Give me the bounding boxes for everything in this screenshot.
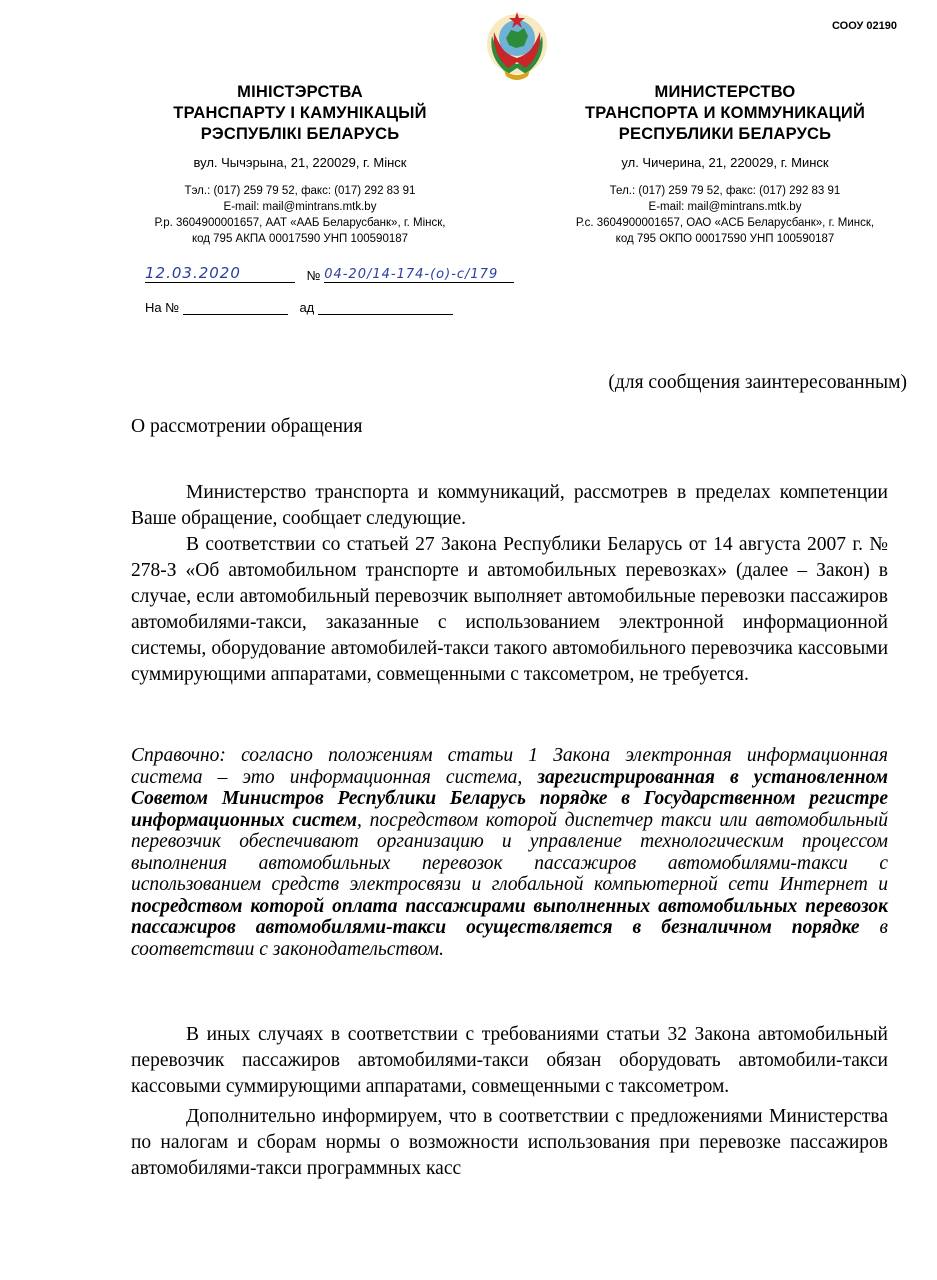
reference-text: , посредством которой диспетчер такси или автомобильный перевозчик обеспечивают организацию и управление технологическим процессом выполнения автомобильных перевозок пассажиров автомобилями-такси с использованием средств электросвязи и глобальной компьютерной сети Интернет и xyxy=(131,809,888,895)
address-belarusian: вул. Чычэрына, 21, 220029, г. Мінск xyxy=(193,155,407,170)
phone-line: Тэл.: (017) 259 79 52, факс: (017) 292 83 91 xyxy=(184,185,416,197)
number-label: № xyxy=(306,268,321,283)
state-emblem-icon xyxy=(478,8,556,84)
reply-label: На № xyxy=(145,300,180,315)
ministry-line: РЕСПУБЛИКИ БЕЛАРУСЬ xyxy=(618,125,832,143)
ministry-line: ТРАНСПАРТУ І КАМУНІКАЦЫЙ xyxy=(173,104,427,122)
reference-text: в соответствии с законодательством. xyxy=(131,917,888,960)
codes-line: код 795 ОКПО 00017590 УНП 100590187 xyxy=(615,233,835,245)
phone-line: Тел.: (017) 259 79 52, факс: (017) 292 83 91 xyxy=(609,185,841,197)
paragraph: В иных случаях в соответствии с требованиями статьи 32 Закона автомобильный перевозчик пассажиров автомобилями-такси обязан оборудовать автомобили-такси кассовыми суммирующими аппаратами, совмещенными с таксометром. xyxy=(131,1024,888,1097)
registration-number: 04-20/14-174-(о)-с/179 xyxy=(324,267,514,283)
reference-intro: Справочно: согласно положениям статьи 1 Закона электронная информационная система – это информационная система, xyxy=(131,745,888,788)
ministry-line: МИНИСТЕРСТВО xyxy=(654,83,796,101)
email-line: E-mail: mail@mintrans.mtk.by xyxy=(223,201,377,213)
paragraph: Дополнительно информируем, что в соответствии с предложениями Министерства по налогам и сборам нормы о возможности использования при перевозке пассажиров автомобилями-такси программных касс xyxy=(131,1106,888,1179)
document-code: СООУ 02190 xyxy=(832,20,897,32)
reference-note xyxy=(131,745,888,960)
contacts-belarusian xyxy=(110,183,490,247)
codes-line: код 795 АКПА 00017590 УНП 100590187 xyxy=(191,233,409,245)
from-label: ад xyxy=(299,300,315,315)
reference-bold-text: посредством которой оплата пассажирами выполненных автомобильных перевозок пассажиров автомобилями-такси осуществляется в безналичном порядке xyxy=(131,895,888,938)
ministry-name-belarusian xyxy=(110,82,490,145)
reply-date-blank xyxy=(318,302,453,315)
contacts-russian xyxy=(535,183,915,247)
ministry-line: РЭСПУБЛІКІ БЕЛАРУСЬ xyxy=(200,125,400,143)
paragraph: Министерство транспорта и коммуникаций, рассмотрев в пределах компетенции Ваше обращение, сообщает следующие. xyxy=(131,482,888,529)
letter-body xyxy=(131,480,888,688)
email-line: E-mail: mail@mintrans.mtk.by xyxy=(648,201,802,213)
registration-date: 12.03.2020 xyxy=(145,264,295,283)
reply-line xyxy=(145,300,453,315)
address-russian: ул. Чичерина, 21, 220029, г. Минск xyxy=(621,155,829,170)
letter-body-continued xyxy=(131,1022,888,1182)
ministry-line: МІНІСТЭРСТВА xyxy=(237,83,363,101)
ministry-name-russian xyxy=(535,82,915,145)
reference-bold-text: зарегистрированная в установленном Советом Министров Республики Беларусь порядке в Государственном регистре информационных систем xyxy=(131,766,888,831)
registration-line xyxy=(145,264,525,286)
reply-number-blank xyxy=(183,302,288,315)
recipient-note: (для сообщения заинтересованным) xyxy=(608,372,907,393)
letter-subject: О рассмотрении обращения xyxy=(131,416,363,437)
account-line: Р.р. 3604900001657, ААТ «ААБ Беларусбанк», г. Мінск, xyxy=(154,217,446,229)
ministry-line: ТРАНСПОРТА И КОММУНИКАЦИЙ xyxy=(584,104,866,122)
account-line: Р.с. 3604900001657, ОАО «АСБ Беларусбанк», г. Минск, xyxy=(575,217,875,229)
paragraph: В соответствии со статьей 27 Закона Республики Беларусь от 14 августа 2007 г. № 278-З «Об автомобильном транспорте и автомобильных перевозках» (далее – Закон) в случае, если автомобильный перевозчик выполняет автомобильные перевозки пассажиров автомобилями-такси, заказанные с использованием электронной информационной системы, оборудование автомобилей-такси такого автомобильного перевозчика кассовыми суммирующими аппаратами, совмещенными с таксометром, не требуется. xyxy=(131,534,888,685)
